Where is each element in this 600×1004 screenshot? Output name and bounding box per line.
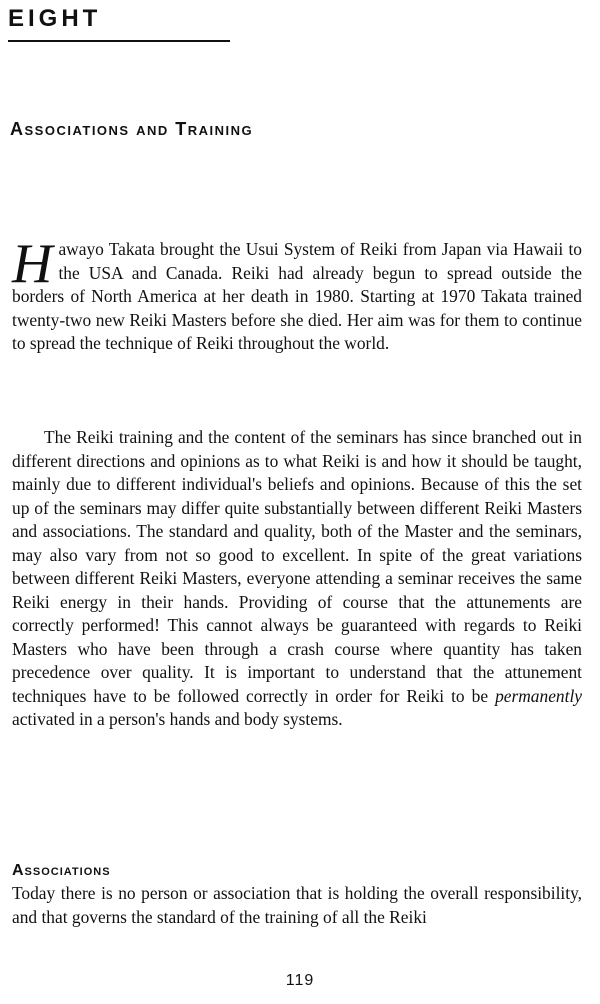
- section-heading: Associations: [12, 862, 111, 879]
- drop-cap: H: [12, 233, 53, 295]
- paragraph-2-text-after: activated in a person's hands and body systems.: [12, 709, 343, 729]
- paragraph-2-text-before: The Reiki training and the content of the seminars has since branched out in different directions and opinions as to what Reiki is and how it should be taught, mainly due to different individual's beliefs and opinions. Because of this the set up of the seminars may differ quite substantially between different Reiki Masters and associations. The standard and quality, both of the Master and the seminars, may also vary from not so good to excellent. In spite of the great variations between different Reiki Masters, everyone attending a seminar receives the same Reiki energy in their hands. Providing of course that the attunements are correctly performed! This cannot always be guaranteed with regards to Reiki Masters who have been through a crash course where quantity has taken precedence over quality. It is important to understand that the attunement techniques have to be followed correctly in order for Reiki to be: [12, 427, 582, 706]
- chapter-rule-divider: [8, 40, 230, 42]
- paragraph-3: Today there is no person or association that is holding the overall responsibility, and that governs the standard of the training of all the Reiki: [12, 883, 582, 927]
- paragraph-1: [12, 233, 582, 356]
- paragraph-2: [12, 426, 582, 732]
- page-number: 119: [285, 972, 315, 989]
- paragraph-2-emphasis: permanently: [495, 685, 582, 706]
- paragraph-1-text: awayo Takata brought the Usui System of Reiki from Japan via Hawaii to the USA and Canada. Reiki had already begun to spread outside the borders of North America at her death in 1980. Starting at 1970 Takata trained twenty-two new Reiki Masters before she died. Her aim was for them to continue to spread the technique of Reiki throughout the world.: [12, 239, 582, 353]
- chapter-label: EIGHT: [8, 5, 102, 32]
- chapter-title: Associations and Training: [10, 119, 254, 139]
